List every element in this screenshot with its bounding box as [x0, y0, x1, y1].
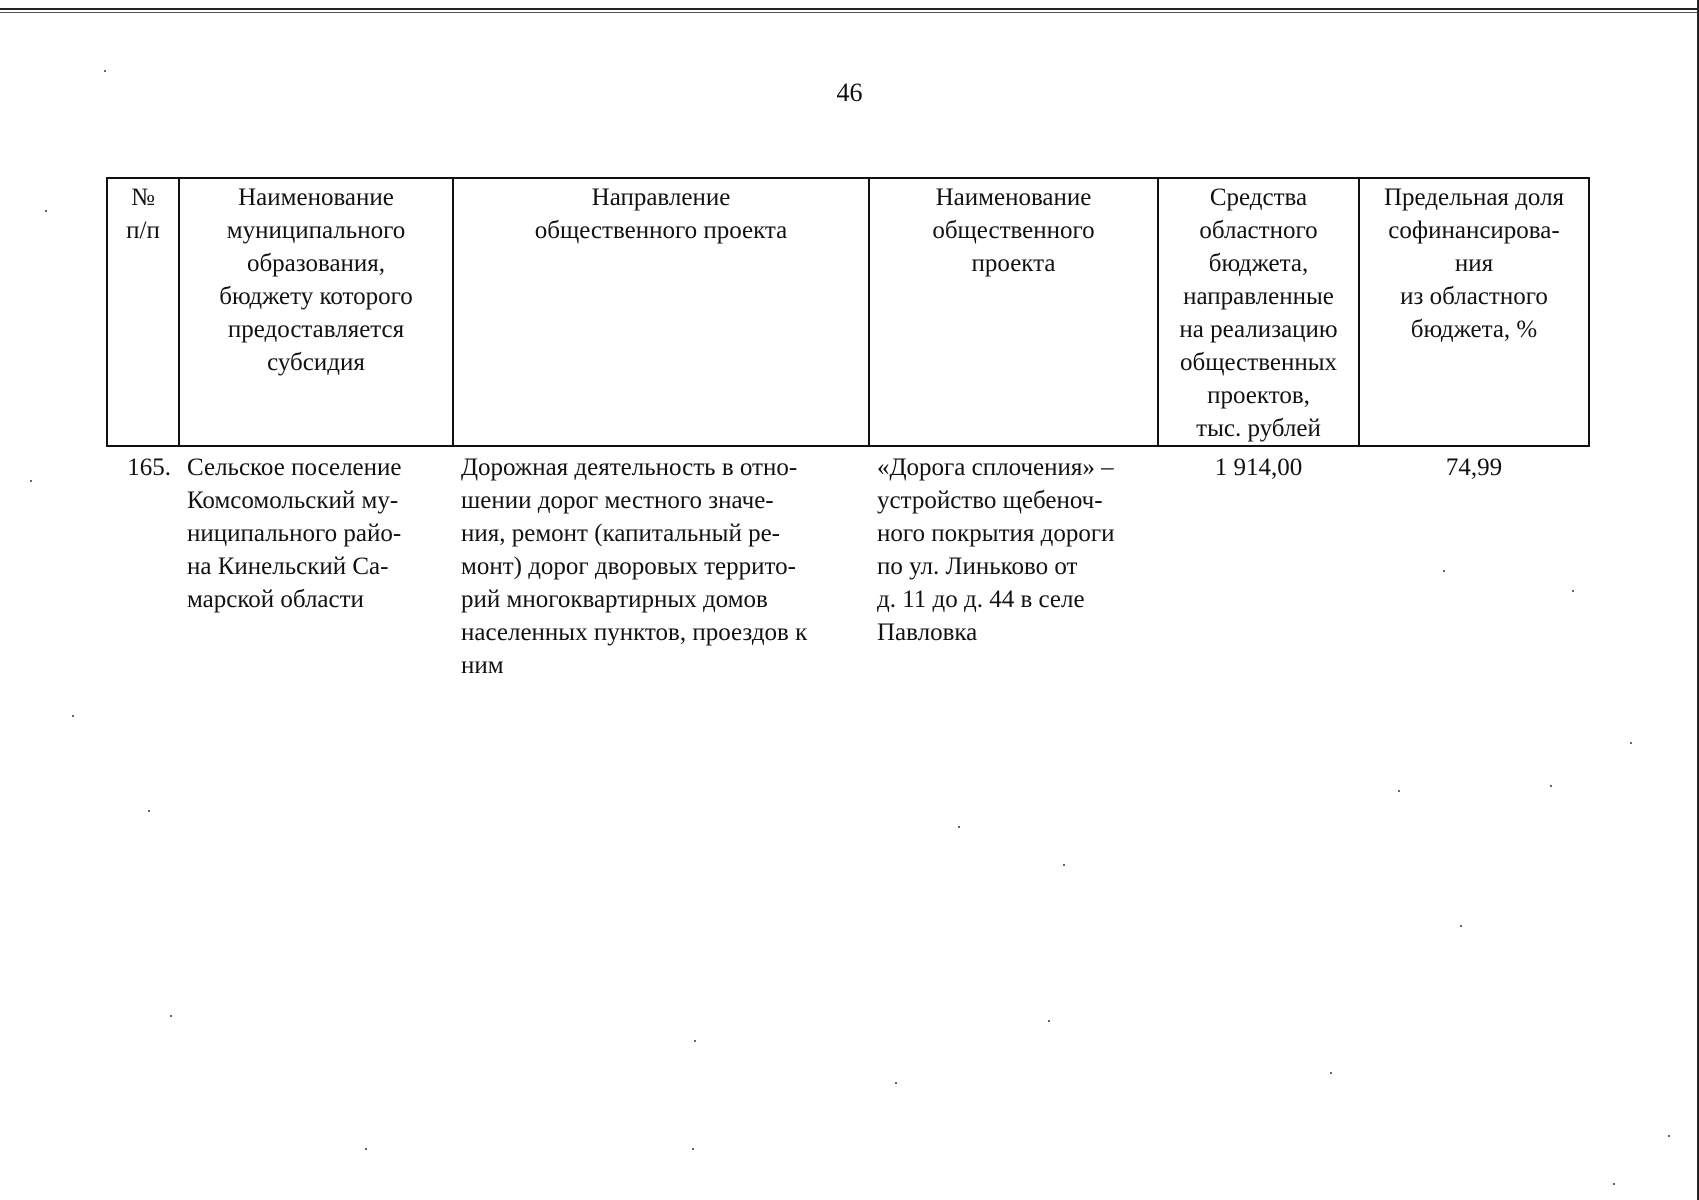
header-cofinancing-share: Предельная доля софинансирова- ния из областного бюджета, % — [1359, 178, 1589, 446]
row-project-direction: Дорожная деятельность в отно- шении дорог местного значе- ния, ремонт (капитальный ре- монт) дорог дворовых террито- рий многоквартирных домов населенных пунктов, проездов к ним — [461, 454, 808, 679]
scan-speck — [30, 480, 32, 482]
scan-speck — [958, 826, 960, 828]
scan-speck — [1572, 590, 1574, 592]
scan-speck — [170, 1015, 172, 1017]
top-border-line — [0, 8, 1699, 10]
scan-speck — [692, 1148, 694, 1150]
row-regional-funds: 1 914,00 — [1214, 454, 1303, 481]
scan-speck — [1048, 1020, 1050, 1022]
header-number: № п/п — [107, 178, 179, 446]
scan-speck — [1668, 1135, 1670, 1137]
row-cofinancing-share: 74,99 — [1445, 454, 1503, 481]
scan-speck — [1460, 925, 1462, 927]
scan-speck — [72, 715, 74, 717]
header-municipality: Наименование муниципального образования, бюджету которого предоставляется субсидия — [179, 178, 453, 446]
scan-speck — [1443, 570, 1445, 572]
table-row — [107, 446, 1589, 682]
scan-speck — [1630, 742, 1632, 744]
table-header-row — [107, 178, 1589, 446]
scan-speck — [148, 810, 150, 812]
page-number: 46 — [836, 78, 863, 107]
scan-speck — [45, 210, 47, 212]
header-project-name: Наименование общественного проекта — [869, 178, 1158, 446]
scan-speck — [694, 1040, 696, 1042]
header-regional-funds: Средства областного бюджета, направленные на реализацию общественных проектов, тыс. рублей — [1158, 178, 1359, 446]
scan-speck — [1398, 790, 1400, 792]
row-project-name: «Дорога сплочения» – устройство щебеноч- ного покрытия дороги по ул. Линьково от д. 11 до д. 44 в селе Павловка — [877, 454, 1115, 646]
scan-speck — [1063, 864, 1065, 866]
row-number: 165. — [127, 454, 171, 481]
scan-speck — [895, 1082, 897, 1084]
scan-speck — [1330, 1072, 1332, 1074]
header-project-direction: Направление общественного проекта — [453, 178, 869, 446]
scan-speck — [365, 1148, 367, 1150]
scan-speck — [104, 70, 106, 72]
scan-speck — [1550, 785, 1552, 787]
subsidy-table — [106, 177, 1590, 682]
scan-speck — [1613, 1183, 1615, 1185]
row-municipality: Сельское поселение Комсомольский му- ниципального райо- на Кинельский Са- марской области — [187, 454, 402, 613]
top-border-line-secondary — [0, 12, 1699, 13]
